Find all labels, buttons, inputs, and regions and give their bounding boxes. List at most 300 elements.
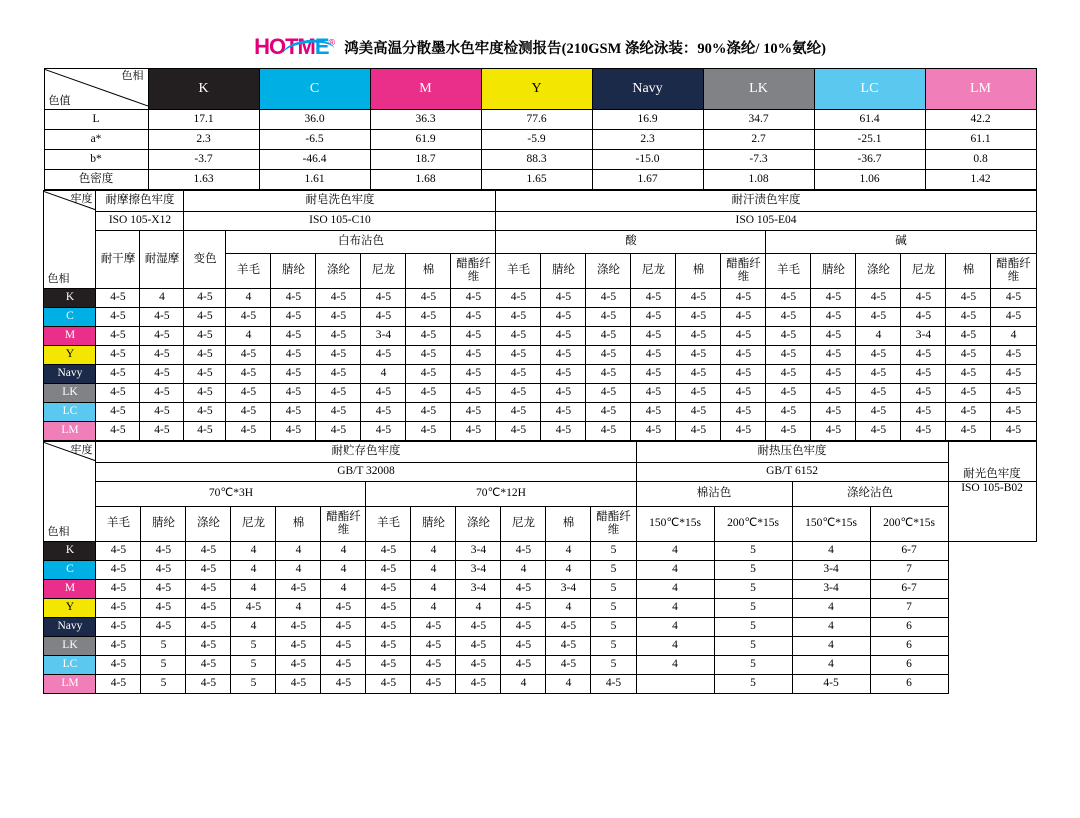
grade-cell: 4-5 xyxy=(946,327,991,346)
grade-cell xyxy=(636,675,714,694)
grade-cell: 4-5 xyxy=(676,327,721,346)
row-color-label-lk: LK xyxy=(44,384,96,403)
grade-cell: 4-5 xyxy=(366,580,411,599)
fibre-col-header: 腈纶 xyxy=(271,254,316,289)
value-cell: 2.7 xyxy=(703,130,814,150)
heat-poly-group: 涤纶沾色 xyxy=(792,482,948,507)
value-cell: 1.61 xyxy=(259,170,370,190)
fibre-col-header: 腈纶 xyxy=(141,507,186,542)
row-color-label-navy: Navy xyxy=(44,365,96,384)
fastness-header-row-2 xyxy=(44,212,1036,231)
grade-cell: 5 xyxy=(141,656,186,675)
grade-cell: 4 xyxy=(856,327,901,346)
grade-cell: 4-5 xyxy=(946,308,991,327)
value-cell: 1.08 xyxy=(703,170,814,190)
row-color-label-navy: Navy xyxy=(44,618,96,637)
value-cell: 36.3 xyxy=(370,110,481,130)
fibre-col-header: 醋酯纤维 xyxy=(451,254,496,289)
value-cell: 1.06 xyxy=(814,170,925,190)
sweat-acid-group: 酸 xyxy=(496,231,766,254)
fibre-col-header: 羊毛 xyxy=(366,507,411,542)
color-header-lc: LC xyxy=(814,69,925,110)
grade-cell: 5 xyxy=(714,675,792,694)
grade-cell: 4-5 xyxy=(586,403,631,422)
grade-cell: 4-5 xyxy=(141,618,186,637)
grade-cell: 4 xyxy=(411,599,456,618)
grade-cell: 4-5 xyxy=(186,580,231,599)
grade-cell: 4-5 xyxy=(186,656,231,675)
grade-cell: 4-5 xyxy=(361,289,406,308)
grade-cell: 4 xyxy=(276,561,321,580)
grade-cell: 4-5 xyxy=(496,384,541,403)
grade-cell: 4-5 xyxy=(226,403,271,422)
row-color-label-m: M xyxy=(44,580,96,599)
grade-cell: 4 xyxy=(226,327,271,346)
storage-fastness-title: 耐贮存色牢度 xyxy=(96,442,636,463)
grade-cell: 4-5 xyxy=(456,675,501,694)
grade-cell: 4-5 xyxy=(991,308,1036,327)
grade-cell: 5 xyxy=(591,599,636,618)
grade-cell: 4-5 xyxy=(676,289,721,308)
grade-cell: 4 xyxy=(636,561,714,580)
value-cell: 0.8 xyxy=(925,150,1036,170)
heat-standard: GB/T 6152 xyxy=(636,463,948,482)
grade-cell: 4-5 xyxy=(766,422,811,441)
corner-label-hue: 色相 xyxy=(121,70,144,82)
grade-cell: 4-5 xyxy=(456,656,501,675)
bottom-header-row-1 xyxy=(44,442,1036,463)
grade-cell: 5 xyxy=(591,542,636,561)
grade-cell: 4 xyxy=(276,599,321,618)
value-cell: -15.0 xyxy=(592,150,703,170)
grade-cell: 4-5 xyxy=(586,384,631,403)
fastness-data-row xyxy=(44,289,1036,308)
fibre-col-header: 羊毛 xyxy=(226,254,271,289)
grade-cell: 4-5 xyxy=(541,384,586,403)
grade-cell: 4-5 xyxy=(276,580,321,599)
grade-cell: 4-5 xyxy=(676,403,721,422)
grade-cell: 4-5 xyxy=(271,289,316,308)
fibre-col-header: 羊毛 xyxy=(766,254,811,289)
grade-cell: 4-5 xyxy=(316,422,361,441)
grade-cell: 4 xyxy=(636,618,714,637)
grade-cell: 4-5 xyxy=(321,637,366,656)
grade-cell: 4-5 xyxy=(96,289,140,308)
value-row xyxy=(44,170,1036,190)
grade-cell: 4-5 xyxy=(184,327,226,346)
grade-cell: 4-5 xyxy=(496,327,541,346)
row-color-label-lm: LM xyxy=(44,675,96,694)
value-cell: 61.9 xyxy=(370,130,481,150)
grade-cell: 4-5 xyxy=(901,308,946,327)
grade-cell: 4-5 xyxy=(541,289,586,308)
grade-cell: 4-5 xyxy=(226,422,271,441)
grade-cell: 4-5 xyxy=(96,656,141,675)
bottom-header-row-3 xyxy=(44,482,1036,507)
grade-cell: 4-5 xyxy=(276,618,321,637)
grade-cell: 4-5 xyxy=(856,365,901,384)
fibre-col-header: 醋酯纤维 xyxy=(721,254,766,289)
grade-cell: 5 xyxy=(714,542,792,561)
fibre-col-header: 涤纶 xyxy=(316,254,361,289)
grade-cell: 4-5 xyxy=(184,308,226,327)
grade-cell: 4-5 xyxy=(406,365,451,384)
grade-cell: 4-5 xyxy=(811,327,856,346)
fibre-col-header: 尼龙 xyxy=(631,254,676,289)
grade-cell: 4-5 xyxy=(496,346,541,365)
fibre-col-header: 醋酯纤维 xyxy=(991,254,1036,289)
grade-cell: 4-5 xyxy=(406,289,451,308)
grade-cell: 4-5 xyxy=(501,637,546,656)
value-cell: 61.4 xyxy=(814,110,925,130)
grade-cell: 4-5 xyxy=(366,599,411,618)
grade-cell: 4-5 xyxy=(901,422,946,441)
grade-cell: 4-5 xyxy=(991,422,1036,441)
bottom-header-row-4 xyxy=(44,507,1036,542)
grade-cell: 4-5 xyxy=(186,561,231,580)
value-cell: 2.3 xyxy=(592,130,703,150)
rub-standard: ISO 105-X12 xyxy=(96,212,184,231)
grade-cell: 4-5 xyxy=(811,403,856,422)
value-cell: -5.9 xyxy=(481,130,592,150)
grade-cell: 4-5 xyxy=(406,403,451,422)
grade-cell: 4-5 xyxy=(496,422,541,441)
grade-cell: 4-5 xyxy=(766,308,811,327)
grade-cell: 4-5 xyxy=(140,365,184,384)
logo-text-m: M xyxy=(297,34,315,59)
grade-cell: 4-5 xyxy=(792,675,870,694)
grade-cell: 4-5 xyxy=(856,346,901,365)
grade-cell: 4-5 xyxy=(501,542,546,561)
grade-cell: 4 xyxy=(991,327,1036,346)
grade-cell: 4-5 xyxy=(766,289,811,308)
corner-label-fastness: 牢度 xyxy=(70,193,93,205)
grade-cell: 4-5 xyxy=(186,542,231,561)
value-cell: 1.42 xyxy=(925,170,1036,190)
heat-condition-col-header: 150℃*15s xyxy=(792,507,870,542)
grade-cell: 4-5 xyxy=(541,365,586,384)
grade-cell: 4-5 xyxy=(184,422,226,441)
grade-cell: 4 xyxy=(792,542,870,561)
row-color-label-k: K xyxy=(44,542,96,561)
grade-cell: 4-5 xyxy=(811,346,856,365)
grade-cell: 4-5 xyxy=(766,346,811,365)
grade-cell: 4-5 xyxy=(271,308,316,327)
grade-cell: 4-5 xyxy=(501,656,546,675)
color-header-navy: Navy xyxy=(592,69,703,110)
grade-cell: 4-5 xyxy=(946,346,991,365)
grade-cell: 5 xyxy=(591,656,636,675)
bottom-header-row-2 xyxy=(44,463,1036,482)
corner-header-cell xyxy=(44,191,96,289)
grade-cell: 4-5 xyxy=(96,637,141,656)
grade-cell: 4-5 xyxy=(366,618,411,637)
grade-cell: 4 xyxy=(411,542,456,561)
grade-cell: 3-4 xyxy=(456,542,501,561)
corner-label-hue: 色相 xyxy=(47,526,70,539)
grade-cell: 4-5 xyxy=(721,289,766,308)
value-cell: 17.1 xyxy=(148,110,259,130)
grade-cell: 4 xyxy=(411,580,456,599)
grade-cell: 4-5 xyxy=(316,346,361,365)
value-cell: -3.7 xyxy=(148,150,259,170)
row-color-label-y: Y xyxy=(44,346,96,365)
grade-cell: 4-5 xyxy=(546,618,591,637)
heat-condition-col-header: 150℃*15s xyxy=(636,507,714,542)
grade-cell: 4 xyxy=(361,365,406,384)
grade-cell: 4-5 xyxy=(141,580,186,599)
grade-cell: 4 xyxy=(140,289,184,308)
grade-cell: 4 xyxy=(501,561,546,580)
grade-cell: 4-5 xyxy=(140,308,184,327)
grade-cell: 4 xyxy=(321,542,366,561)
grade-cell: 4-5 xyxy=(901,289,946,308)
value-cell: -25.1 xyxy=(814,130,925,150)
grade-cell: 4-5 xyxy=(316,289,361,308)
grade-cell: 4-5 xyxy=(321,675,366,694)
grade-cell: 4-5 xyxy=(856,384,901,403)
grade-cell: 4-5 xyxy=(631,384,676,403)
grade-cell: 5 xyxy=(714,580,792,599)
grade-cell: 4-5 xyxy=(676,422,721,441)
bottom-data-row xyxy=(44,580,1036,599)
grade-cell: 4-5 xyxy=(721,422,766,441)
value-row-label: a* xyxy=(44,130,148,150)
grade-cell: 4-5 xyxy=(501,618,546,637)
fastness-header-row-1 xyxy=(44,191,1036,212)
grade-cell: 4-5 xyxy=(676,346,721,365)
grade-cell: 4-5 xyxy=(184,384,226,403)
grade-cell: 4-5 xyxy=(631,346,676,365)
grade-cell: 4 xyxy=(792,618,870,637)
grade-cell: 4-5 xyxy=(991,365,1036,384)
grade-cell: 4-5 xyxy=(676,365,721,384)
wash-fade-col: 变色 xyxy=(184,231,226,289)
fastness-data-row xyxy=(44,384,1036,403)
report-header xyxy=(0,0,1080,68)
value-row-label: 色密度 xyxy=(44,170,148,190)
bottom-data-row xyxy=(44,561,1036,580)
storage-standard: GB/T 32008 xyxy=(96,463,636,482)
grade-cell: 4-5 xyxy=(141,542,186,561)
wash-stain-group: 白布沾色 xyxy=(226,231,496,254)
logo-text-e: E xyxy=(314,34,329,59)
report-title: 鸿美高温分散墨水色牢度检测报告(210GSM 涤纶泳装：90%涤纶/ 10%氨纶) xyxy=(344,40,826,57)
fibre-col-header: 尼龙 xyxy=(901,254,946,289)
grade-cell: 4-5 xyxy=(361,403,406,422)
bottom-data-row xyxy=(44,599,1036,618)
grade-cell: 4-5 xyxy=(766,403,811,422)
grade-cell: 5 xyxy=(714,637,792,656)
grade-cell: 4-5 xyxy=(496,308,541,327)
value-cell: 1.68 xyxy=(370,170,481,190)
color-header-k: K xyxy=(148,69,259,110)
wash-fastness-title: 耐皂洗色牢度 xyxy=(184,191,496,212)
sweat-standard: ISO 105-E04 xyxy=(496,212,1036,231)
fibre-col-header: 棉 xyxy=(676,254,721,289)
fibre-col-header: 棉 xyxy=(546,507,591,542)
grade-cell: 4 xyxy=(321,561,366,580)
corner-label-hue: 色相 xyxy=(47,273,70,286)
fibre-col-header: 棉 xyxy=(946,254,991,289)
corner-label-value: 色值 xyxy=(48,95,71,108)
fastness-data-row xyxy=(44,327,1036,346)
grade-cell: 4-5 xyxy=(766,327,811,346)
grade-cell: 4-5 xyxy=(366,561,411,580)
grade-cell: 4 xyxy=(636,656,714,675)
row-color-label-y: Y xyxy=(44,599,96,618)
grade-cell: 4-5 xyxy=(856,403,901,422)
value-cell: 77.6 xyxy=(481,110,592,130)
grade-cell: 3-4 xyxy=(792,580,870,599)
grade-cell: 4-5 xyxy=(451,346,496,365)
grade-cell: 4-5 xyxy=(451,327,496,346)
value-row xyxy=(44,150,1036,170)
grade-cell: 4-5 xyxy=(361,384,406,403)
grade-cell: 4 xyxy=(546,542,591,561)
grade-cell: 4-5 xyxy=(451,384,496,403)
grade-cell: 6-7 xyxy=(870,580,948,599)
grade-cell: 4-5 xyxy=(141,561,186,580)
grade-cell: 4-5 xyxy=(901,365,946,384)
fastness-data-row xyxy=(44,346,1036,365)
grade-cell: 4-5 xyxy=(226,346,271,365)
value-cell: 18.7 xyxy=(370,150,481,170)
grade-cell: 4-5 xyxy=(406,327,451,346)
grade-cell: 4-5 xyxy=(276,656,321,675)
grade-cell: 4-5 xyxy=(811,384,856,403)
grade-cell: 4 xyxy=(231,618,276,637)
grade-cell: 4-5 xyxy=(366,656,411,675)
row-color-label-lk: LK xyxy=(44,637,96,656)
grade-cell: 4-5 xyxy=(586,365,631,384)
grade-cell: 4-5 xyxy=(271,403,316,422)
grade-cell: 4-5 xyxy=(184,365,226,384)
grade-cell: 4-5 xyxy=(186,618,231,637)
grade-cell: 4-5 xyxy=(856,308,901,327)
grade-cell: 4-5 xyxy=(361,308,406,327)
grade-cell: 4-5 xyxy=(811,308,856,327)
grade-cell: 4-5 xyxy=(226,308,271,327)
corner-header-cell xyxy=(44,69,148,110)
grade-cell: 3-4 xyxy=(901,327,946,346)
grade-cell: 4-5 xyxy=(541,327,586,346)
fastness-table-rub-wash-sweat xyxy=(43,190,1036,441)
fastness-data-row xyxy=(44,422,1036,441)
grade-cell: 4 xyxy=(636,580,714,599)
bottom-data-row xyxy=(44,637,1036,656)
grade-cell: 4-5 xyxy=(321,656,366,675)
grade-cell: 4-5 xyxy=(316,327,361,346)
grade-cell: 4-5 xyxy=(811,365,856,384)
grade-cell: 4-5 xyxy=(411,618,456,637)
grade-cell: 4-5 xyxy=(184,403,226,422)
grade-cell: 4-5 xyxy=(406,384,451,403)
heat-condition-col-header: 200℃*15s xyxy=(870,507,948,542)
grade-cell: 4-5 xyxy=(271,384,316,403)
grade-cell: 4-5 xyxy=(721,346,766,365)
grade-cell: 5 xyxy=(591,637,636,656)
grade-cell: 4-5 xyxy=(451,289,496,308)
grade-cell: 4-5 xyxy=(676,308,721,327)
grade-cell: 4-5 xyxy=(271,346,316,365)
fibre-col-header: 尼龙 xyxy=(501,507,546,542)
heat-cotton-group: 棉沾色 xyxy=(636,482,792,507)
grade-cell: 4-5 xyxy=(406,308,451,327)
grade-cell: 4 xyxy=(411,561,456,580)
color-value-table xyxy=(44,68,1037,190)
grade-cell: 4-5 xyxy=(411,675,456,694)
grade-cell: 4-5 xyxy=(586,327,631,346)
heat-fastness-title: 耐热压色牢度 xyxy=(636,442,948,463)
grade-cell: 4-5 xyxy=(321,618,366,637)
grade-cell: 4-5 xyxy=(586,422,631,441)
grade-cell: 4-5 xyxy=(451,365,496,384)
color-header-lk: LK xyxy=(703,69,814,110)
grade-cell: 4-5 xyxy=(456,637,501,656)
value-cell: -6.5 xyxy=(259,130,370,150)
fibre-col-header: 醋酯纤维 xyxy=(321,507,366,542)
grade-cell: 4-5 xyxy=(766,384,811,403)
grade-cell: 4-5 xyxy=(96,561,141,580)
grade-cell: 4-5 xyxy=(946,365,991,384)
value-row-label: L xyxy=(44,110,148,130)
grade-cell: 4-5 xyxy=(96,542,141,561)
grade-cell: 6-7 xyxy=(870,542,948,561)
grade-cell: 4 xyxy=(792,599,870,618)
grade-cell: 4-5 xyxy=(406,346,451,365)
fibre-col-header: 尼龙 xyxy=(231,507,276,542)
color-header-lm: LM xyxy=(925,69,1036,110)
grade-cell: 4-5 xyxy=(586,308,631,327)
fibre-col-header: 涤纶 xyxy=(856,254,901,289)
grade-cell: 4-5 xyxy=(226,365,271,384)
bottom-data-row xyxy=(44,675,1036,694)
rub-dry-col: 耐干摩 xyxy=(96,231,140,289)
grade-cell: 4-5 xyxy=(271,365,316,384)
grade-cell: 4-5 xyxy=(631,403,676,422)
grade-cell: 3-4 xyxy=(456,561,501,580)
grade-cell: 4-5 xyxy=(501,580,546,599)
grade-cell: 4-5 xyxy=(321,599,366,618)
grade-cell: 4-5 xyxy=(271,327,316,346)
hotme-logo xyxy=(254,34,334,60)
fibre-col-header: 棉 xyxy=(276,507,321,542)
fastness-table-storage-heat-light xyxy=(43,441,1036,694)
grade-cell: 4-5 xyxy=(631,308,676,327)
fastness-data-row xyxy=(44,365,1036,384)
fibre-col-header: 涤纶 xyxy=(456,507,501,542)
grade-cell: 6 xyxy=(870,618,948,637)
grade-cell: 4-5 xyxy=(721,403,766,422)
row-color-label-k: K xyxy=(44,289,96,308)
grade-cell: 4-5 xyxy=(316,365,361,384)
grade-cell: 4 xyxy=(276,542,321,561)
grade-cell: 4-5 xyxy=(184,346,226,365)
bottom-data-row xyxy=(44,618,1036,637)
grade-cell: 4-5 xyxy=(184,289,226,308)
corner-label-fastness: 牢度 xyxy=(70,444,93,456)
grade-cell: 4 xyxy=(546,561,591,580)
grade-cell: 7 xyxy=(870,599,948,618)
row-color-label-lc: LC xyxy=(44,656,96,675)
grade-cell: 4-5 xyxy=(946,422,991,441)
sweat-alkali-group: 碱 xyxy=(766,231,1036,254)
grade-cell: 4-5 xyxy=(276,637,321,656)
color-header-m: M xyxy=(370,69,481,110)
grade-cell: 4 xyxy=(226,289,271,308)
grade-cell: 4-5 xyxy=(721,308,766,327)
